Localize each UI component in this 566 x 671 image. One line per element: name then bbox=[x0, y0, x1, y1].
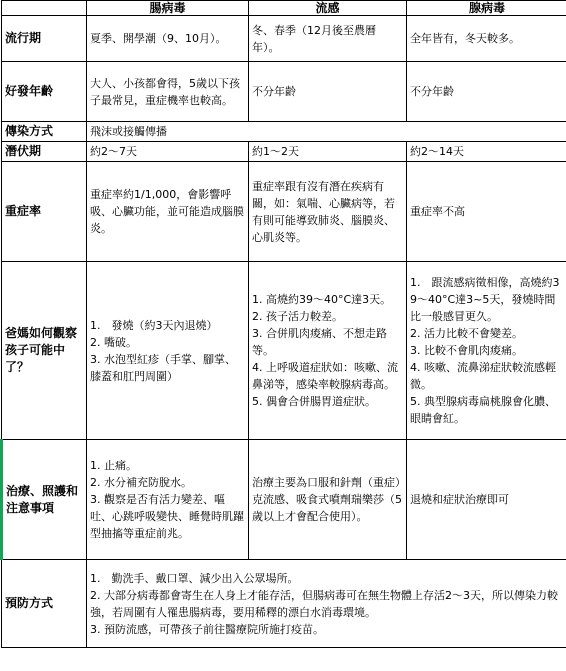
cell-observe-influenza bbox=[249, 262, 407, 440]
list-item: 1. 跟流感病徵相像，高燒約39～40°C達3~5天，發燒時間比一般感冒更久。 bbox=[410, 276, 560, 323]
header-influenza: 流感 bbox=[249, 1, 407, 16]
cell-prevention bbox=[87, 560, 566, 648]
header-corner bbox=[2, 1, 87, 16]
header-enterovirus: 腸病毒 bbox=[87, 1, 249, 16]
list-item: 1. 發燒（約3天內退燒） bbox=[90, 318, 218, 332]
cell-treatment-enterovirus bbox=[87, 440, 249, 560]
list-item: 2. 嘴破。 bbox=[90, 335, 137, 349]
list-item: 1. 勤洗手、戴口罩、減少出入公眾場所。 bbox=[90, 571, 299, 585]
list-item: 3. 觀察是否有活力變差、嘔吐、心跳呼吸變快、睡覺時肌躍型抽搐等重症前兆。 bbox=[90, 493, 244, 540]
cell-severe-influenza: 重症率跟有沒有潛在疾病有關，如：氣喘、心臟病等，若有則可能導致肺炎、腦膜炎、心肌炎等。 bbox=[249, 162, 407, 262]
header-row bbox=[2, 1, 566, 16]
row-label-incubation: 潛伏期 bbox=[2, 142, 87, 162]
cell-epidemic-influenza: 冬、春季（12月後至農曆年）。 bbox=[249, 16, 407, 62]
list-item: 2. 水分補充防脫水。 bbox=[90, 476, 192, 489]
cell-incubation-enterovirus: 約2～7天 bbox=[87, 142, 249, 162]
list-item: 2. 活力比較不會變差。 bbox=[410, 327, 523, 340]
list-item: 5. 偶會合併腸胃道症狀。 bbox=[252, 395, 376, 408]
cell-severe-adenovirus: 重症率不高 bbox=[407, 162, 566, 262]
row-label-treatment: 治療、照護和注意事項 bbox=[2, 440, 87, 560]
cell-age-influenza: 不分年齡 bbox=[249, 62, 407, 122]
row-label-age: 好發年齡 bbox=[2, 62, 87, 122]
list-item: 4. 咳嗽、流鼻涕症狀較流感輕微。 bbox=[410, 361, 556, 391]
row-incubation bbox=[2, 142, 566, 162]
list-item: 3. 比較不會肌肉痠痛。 bbox=[410, 344, 523, 357]
row-severe bbox=[2, 162, 566, 262]
row-label-epidemic: 流行期 bbox=[2, 16, 87, 62]
cell-age-adenovirus: 不分年齡 bbox=[407, 62, 566, 122]
row-age bbox=[2, 62, 566, 122]
cell-incubation-adenovirus: 約2～14天 bbox=[407, 142, 566, 162]
cell-severe-enterovirus: 重症率約1/1,000，會影響呼吸、心臟功能，並可能造成腦膜炎。 bbox=[87, 162, 249, 262]
row-transmission bbox=[2, 122, 566, 142]
cell-transmission: 飛沫或接觸傳播 bbox=[87, 122, 566, 142]
list-item: 5. 典型腺病毒扁桃腺會化膿、眼睛會紅。 bbox=[410, 395, 556, 425]
list-item: 3. 合併肌肉痠痛、不想走路等。 bbox=[252, 327, 387, 357]
cell-observe-enterovirus bbox=[87, 262, 249, 440]
list-item: 2. 孩子活力較差。 bbox=[252, 310, 343, 323]
cell-epidemic-adenovirus: 全年皆有，冬天較多。 bbox=[407, 16, 566, 62]
list-item: 3. 預防流感，可帶孩子前往醫療院所施打疫苗。 bbox=[90, 622, 324, 636]
row-label-severe: 重症率 bbox=[2, 162, 87, 262]
header-adenovirus: 腺病毒 bbox=[407, 1, 566, 16]
row-treatment bbox=[2, 440, 566, 560]
row-epidemic bbox=[2, 16, 566, 62]
row-label-transmission: 傳染方式 bbox=[2, 122, 87, 142]
cell-incubation-influenza: 約1～2天 bbox=[249, 142, 407, 162]
cell-treatment-adenovirus: 退燒和症狀治療即可 bbox=[407, 440, 566, 560]
cell-epidemic-enterovirus: 夏季、開學潮（9、10月）。 bbox=[87, 16, 249, 62]
list-item: 1. 止痛。 bbox=[90, 459, 137, 472]
row-observe bbox=[2, 262, 566, 440]
cell-observe-adenovirus bbox=[407, 262, 566, 440]
list-item: 3. 水泡型紅疹（手掌、腳掌、膝蓋和肛門周圍） bbox=[90, 352, 236, 383]
cell-age-enterovirus: 大人、小孩都會得，5歲以下孩子最常見，重症機率也較高。 bbox=[87, 62, 249, 122]
list-item: 4. 上呼吸道症狀如：咳嗽、流鼻涕等，感染率較腺病毒高。 bbox=[252, 361, 398, 391]
row-label-prevention: 預防方式 bbox=[2, 560, 87, 648]
list-item: 2. 大部分病毒都會寄生在人身上才能存活，但腸病毒可在無生物體上存活2～3天，所以傳染力較強，若周圍有人罹患腸病毒，要用稀釋的漂白水消毒環境。 bbox=[90, 588, 558, 619]
row-prevention bbox=[2, 560, 566, 648]
row-label-observe: 爸媽如何觀察孩子可能中了？ bbox=[2, 262, 87, 440]
cell-treatment-influenza: 治療主要為口服和針劑（重症）克流感、吸食式噴劑瑞樂莎（5歲以上才會配合使用）。 bbox=[249, 440, 407, 560]
list-item: 1. 高燒約39～40°C達3天。 bbox=[252, 293, 392, 306]
